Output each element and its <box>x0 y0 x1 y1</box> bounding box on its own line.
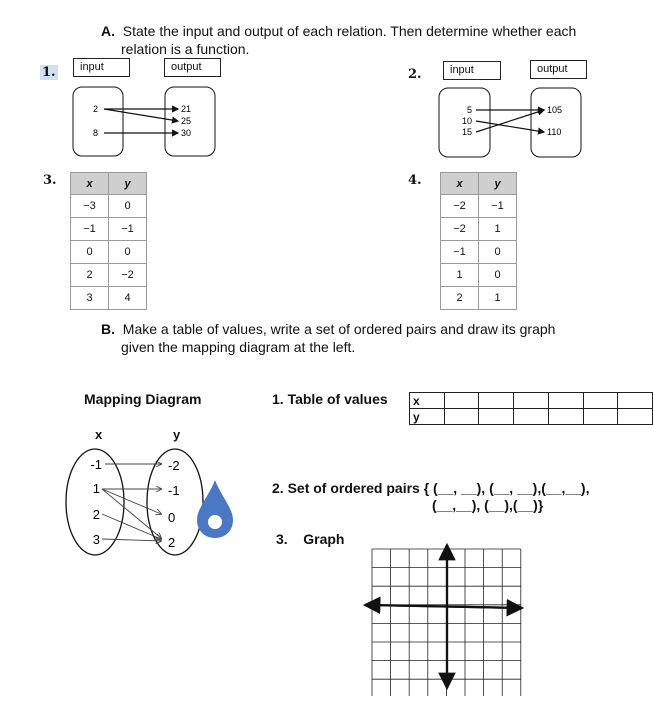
table-cell: 0 <box>479 241 517 264</box>
table-cell: −1 <box>109 218 147 241</box>
table-header: x <box>71 173 109 195</box>
table-cell: −1 <box>479 195 517 218</box>
tov-cell[interactable] <box>548 409 583 425</box>
p1-input-0: 2 <box>92 104 98 114</box>
tov-cell[interactable] <box>618 409 653 425</box>
mapping-diagram-title: Mapping Diagram <box>84 391 202 407</box>
table-row <box>441 264 517 287</box>
mapping-x-value: 1 <box>92 481 100 496</box>
table-row <box>71 287 147 310</box>
table-cell: −2 <box>441 218 479 241</box>
p2-input-0: 5 <box>466 105 472 115</box>
p2-input-2: 15 <box>461 127 472 137</box>
problem-4-table <box>440 172 517 310</box>
problem-2-mapping-diagram <box>436 86 586 161</box>
table-row <box>441 241 517 264</box>
p2-input-1: 10 <box>461 116 472 126</box>
table-of-values-x-label: x <box>410 393 445 409</box>
tov-cell[interactable] <box>444 393 479 409</box>
problem-4-number: 4. <box>408 173 422 188</box>
table-header: x <box>441 173 479 195</box>
problem-1-mapping-diagram <box>70 84 220 160</box>
table-cell: −2 <box>109 264 147 287</box>
tov-cell[interactable] <box>444 409 479 425</box>
coordinate-grid[interactable] <box>360 540 532 696</box>
table-cell: −1 <box>441 241 479 264</box>
table-cell: 3 <box>71 287 109 310</box>
table-row <box>71 218 147 241</box>
problem-3-table <box>70 172 147 310</box>
mapping-x-value: 3 <box>92 532 100 547</box>
problem-1-output-label: output <box>164 58 221 77</box>
table-row <box>410 409 653 425</box>
mapping-y-value: 0 <box>168 510 176 525</box>
table-cell: 0 <box>109 195 147 218</box>
table-header: y <box>479 173 517 195</box>
problem-2-input-label: input <box>443 61 501 80</box>
table-cell: 2 <box>441 287 479 310</box>
table-row <box>71 195 147 218</box>
table-row <box>441 287 517 310</box>
table-row <box>441 218 517 241</box>
part-b-line2: given the mapping diagram at the left. <box>121 339 356 355</box>
problem-2-output-label: output <box>530 60 587 79</box>
p1-output-0: 21 <box>181 104 192 114</box>
table-of-values-title: 1. Table of values <box>272 391 388 407</box>
problem-2-number: 2. <box>408 67 422 82</box>
problem-1-input-oval <box>73 87 123 156</box>
table-cell: −3 <box>71 195 109 218</box>
table-row <box>71 241 147 264</box>
graph-heading <box>276 531 344 547</box>
ordered-pairs-line2: (__,__), (__),(__)} <box>432 497 544 513</box>
table-cell: 1 <box>479 218 517 241</box>
table-of-values-y-label: y <box>410 409 445 425</box>
tov-cell[interactable] <box>583 393 618 409</box>
table-row <box>71 264 147 287</box>
tov-cell[interactable] <box>618 393 653 409</box>
tov-cell[interactable] <box>514 409 549 425</box>
mapping-x-value: 2 <box>92 507 100 522</box>
mapping-y-label: y <box>173 427 181 442</box>
mapping-y-value: -2 <box>168 458 180 473</box>
table-cell: −1 <box>71 218 109 241</box>
table-row <box>441 195 517 218</box>
table-cell: −2 <box>441 195 479 218</box>
table-cell: 0 <box>71 241 109 264</box>
p2-output-0: 105 <box>547 105 563 115</box>
p2-output-1: 110 <box>547 127 562 137</box>
problem-1-input-label: input <box>73 58 130 77</box>
problem-1-number: 1. <box>42 65 56 80</box>
table-cell: 2 <box>71 264 109 287</box>
p1-input-1: 8 <box>92 128 98 138</box>
water-drop-icon <box>195 478 235 540</box>
part-a-letter: A. <box>101 23 115 39</box>
table-row <box>410 393 653 409</box>
table-cell: 0 <box>479 264 517 287</box>
table-cell: 1 <box>479 287 517 310</box>
graph-title: Graph <box>303 531 345 547</box>
table-header: y <box>109 173 147 195</box>
graph-number: 3. <box>276 531 288 547</box>
ordered-pairs-line1: 2. Set of ordered pairs { (__, __), (__, __),(__,__), <box>272 480 590 496</box>
part-a-line1: State the input and output of each relation. Then determine whether each <box>122 23 577 39</box>
part-a-instructions <box>101 22 621 58</box>
part-a-line2: relation is a function. <box>121 41 250 57</box>
table-cell: 4 <box>109 287 147 310</box>
tov-cell[interactable] <box>479 409 514 425</box>
part-b-line1: Make a table of values, write a set of ordered pairs and draw its graph <box>122 321 556 337</box>
part-b-instructions <box>101 320 621 356</box>
tov-cell[interactable] <box>514 393 549 409</box>
table-of-values <box>409 392 653 425</box>
mapping-x-value: -1 <box>90 457 102 472</box>
p1-output-2: 30 <box>181 128 192 138</box>
tov-cell[interactable] <box>548 393 583 409</box>
p1-output-1: 25 <box>181 116 192 126</box>
table-cell: 0 <box>109 241 147 264</box>
problem-3-number: 3. <box>43 173 57 188</box>
part-b-letter: B. <box>101 321 115 337</box>
table-cell: 1 <box>441 264 479 287</box>
mapping-y-value: 2 <box>168 535 176 550</box>
x-axis <box>365 605 522 608</box>
tov-cell[interactable] <box>583 409 618 425</box>
tov-cell[interactable] <box>479 393 514 409</box>
mapping-x-label: x <box>95 427 103 442</box>
mapping-y-value: -1 <box>168 483 180 498</box>
